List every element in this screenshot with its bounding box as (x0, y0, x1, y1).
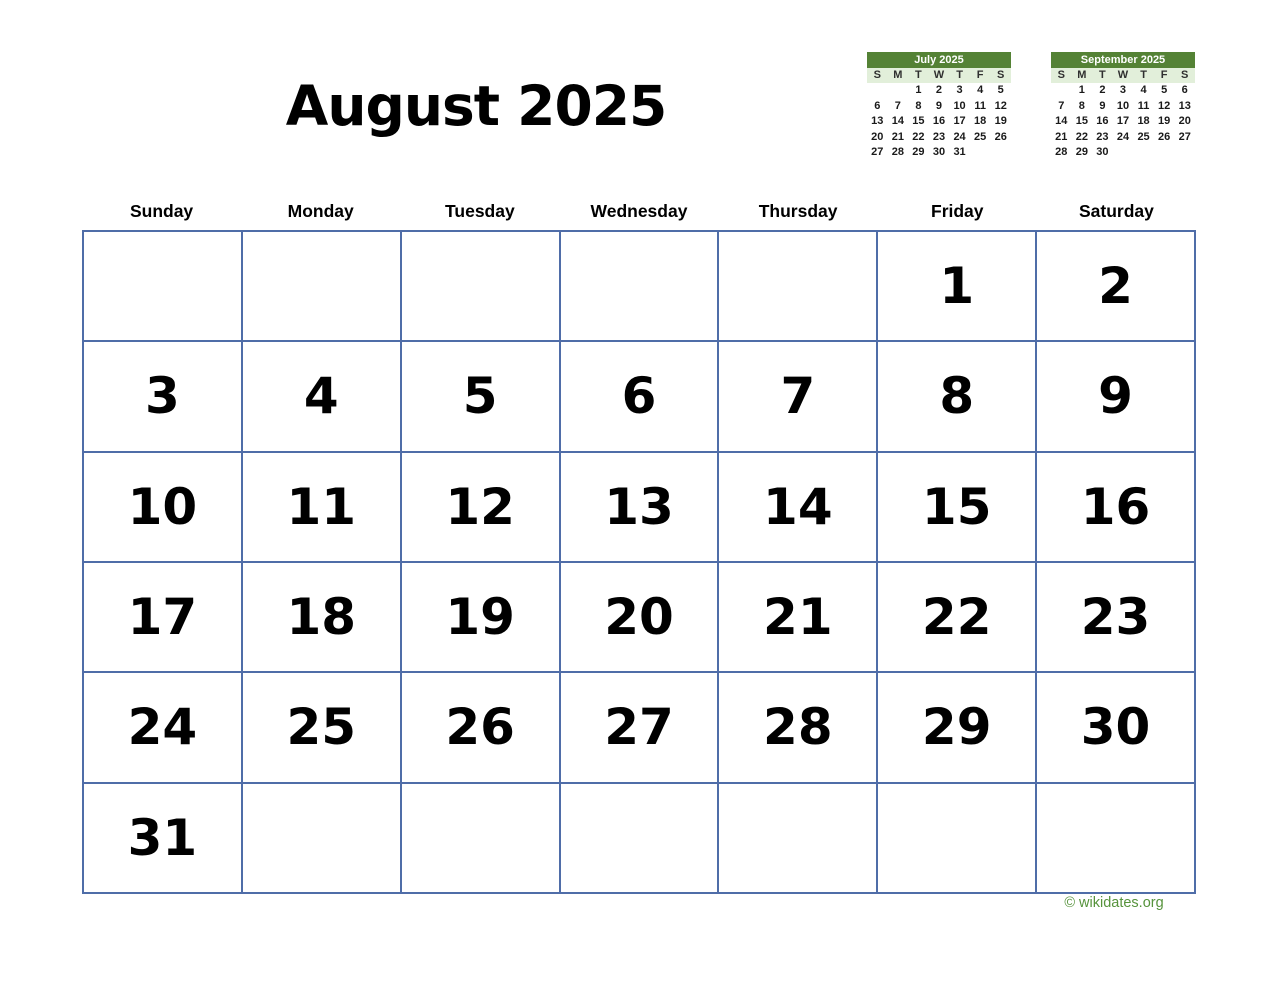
mini-date-cell: 29 (912, 146, 925, 159)
mini-date-cell: 15 (1075, 115, 1088, 128)
page-title: August 2025 (285, 74, 667, 138)
day-cell: 11 (243, 453, 400, 561)
day-cell: 9 (1037, 342, 1194, 450)
day-cell: 8 (878, 342, 1035, 450)
mini-date-cell: 18 (1137, 115, 1150, 128)
mini-date-cell: 25 (974, 130, 987, 143)
mini-date-cell (867, 83, 888, 99)
mini-date-cell: 8 (915, 99, 922, 112)
mini-date-cell: 23 (1096, 130, 1109, 143)
mini-calendar-july-title: July 2025 (867, 52, 1011, 68)
mini-date-cell: 23 (932, 130, 946, 143)
weekday-header-row (82, 201, 1196, 222)
mini-weekday-label: M (893, 69, 903, 81)
mini-date-cell: 16 (1096, 115, 1109, 128)
mini-date-cell: 15 (912, 115, 925, 128)
mini-weekday-label: M (1077, 69, 1087, 81)
mini-weekday-label: S (997, 69, 1005, 81)
day-cell: 14 (719, 453, 876, 561)
day-cell: 18 (243, 563, 400, 671)
mini-calendar-july (867, 52, 1011, 161)
month-grid (82, 230, 1196, 894)
mini-date-cell: 18 (974, 115, 987, 128)
mini-weekday-label: F (1160, 69, 1168, 81)
day-cell: 24 (84, 673, 241, 781)
day-cell: 25 (243, 673, 400, 781)
mini-date-cell: 28 (1055, 146, 1068, 159)
mini-date-cell: 19 (1158, 115, 1171, 128)
day-cell: 30 (1037, 673, 1194, 781)
mini-date-cell: 24 (1116, 130, 1130, 143)
mini-date-cell: 29 (1075, 146, 1088, 159)
mini-calendar-july-weekdays (867, 68, 1011, 83)
mini-date-cell: 5 (1161, 84, 1168, 96)
day-cell: 10 (84, 453, 241, 561)
mini-date-cell: 2 (1099, 84, 1106, 96)
mini-date-cell (1113, 145, 1134, 161)
mini-date-cell: 12 (994, 99, 1007, 112)
mini-date-cell: 12 (1158, 99, 1171, 112)
mini-date-cell: 20 (1178, 115, 1191, 128)
day-cell: 13 (561, 453, 718, 561)
mini-date-cell: 17 (953, 115, 966, 128)
weekday-header: Sunday (129, 201, 194, 221)
weekday-header: Tuesday (445, 201, 515, 221)
day-cell (84, 232, 241, 340)
mini-date-cell: 16 (932, 115, 946, 128)
day-cell: 3 (84, 342, 241, 450)
mini-date-cell: 4 (977, 84, 984, 96)
mini-date-cell: 5 (997, 84, 1004, 96)
mini-date-cell (1133, 145, 1154, 161)
mini-date-cell: 30 (932, 146, 946, 159)
mini-date-cell: 21 (891, 130, 904, 143)
day-cell: 7 (719, 342, 876, 450)
day-cell: 1 (878, 232, 1035, 340)
day-cell (402, 232, 559, 340)
mini-date-cell (990, 145, 1011, 161)
mini-date-cell (1051, 83, 1072, 99)
mini-date-cell: 7 (894, 99, 901, 112)
day-cell: 26 (402, 673, 559, 781)
mini-calendar-september-weekdays (1051, 68, 1195, 83)
mini-weekday-label: S (1057, 69, 1065, 81)
mini-date-cell: 19 (994, 115, 1007, 128)
day-cell: 4 (243, 342, 400, 450)
mini-date-cell: 30 (1096, 146, 1109, 159)
day-cell (243, 232, 400, 340)
mini-date-cell: 8 (1078, 99, 1085, 112)
mini-date-cell: 10 (1116, 99, 1130, 112)
day-cell: 21 (719, 563, 876, 671)
day-cell (719, 784, 876, 892)
weekday-header: Thursday (758, 201, 838, 221)
mini-date-cell: 22 (1075, 130, 1088, 143)
mini-date-cell: 9 (1099, 99, 1106, 112)
day-cell: 20 (561, 563, 718, 671)
day-cell: 2 (1037, 232, 1194, 340)
mini-calendar-july-dates (867, 83, 1011, 161)
day-cell (243, 784, 400, 892)
mini-date-cell: 6 (874, 99, 881, 112)
mini-date-cell: 10 (953, 99, 966, 112)
mini-date-cell: 14 (891, 115, 904, 128)
weekday-header: Wednesday (590, 201, 688, 221)
mini-date-cell: 11 (974, 99, 986, 112)
day-cell: 22 (878, 563, 1035, 671)
mini-weekday-label: W (933, 69, 945, 81)
mini-date-cell: 1 (1078, 84, 1085, 96)
day-cell: 6 (561, 342, 718, 450)
mini-calendar-september-title: September 2025 (1051, 52, 1195, 68)
mini-date-cell: 24 (953, 130, 966, 143)
mini-date-cell: 26 (1158, 130, 1171, 143)
mini-date-cell: 3 (956, 84, 963, 96)
mini-date-cell: 6 (1181, 84, 1188, 96)
mini-date-cell: 17 (1116, 115, 1130, 128)
mini-weekday-label: T (956, 69, 963, 81)
day-cell: 23 (1037, 563, 1194, 671)
day-cell: 19 (402, 563, 559, 671)
day-cell: 31 (84, 784, 241, 892)
day-cell: 16 (1037, 453, 1194, 561)
mini-date-cell: 14 (1055, 115, 1068, 128)
mini-date-cell (970, 145, 991, 161)
mini-date-cell: 22 (912, 130, 925, 143)
mini-weekday-label: F (976, 69, 984, 81)
mini-date-cell: 13 (1178, 99, 1191, 112)
mini-date-cell: 9 (935, 99, 943, 112)
day-cell: 27 (561, 673, 718, 781)
mini-date-cell (1154, 145, 1175, 161)
mini-date-cell: 26 (994, 130, 1007, 143)
weekday-header: Saturday (1078, 201, 1154, 221)
day-cell: 15 (878, 453, 1035, 561)
copyright-text: © wikidates.org (1064, 895, 1164, 911)
mini-date-cell: 21 (1055, 130, 1068, 143)
mini-date-cell: 25 (1137, 130, 1150, 143)
mini-weekday-label: W (1117, 69, 1129, 81)
day-cell (561, 232, 718, 340)
mini-date-cell (888, 83, 909, 99)
mini-date-cell: 4 (1140, 84, 1147, 96)
mini-date-cell: 2 (935, 84, 943, 96)
mini-date-cell: 3 (1119, 84, 1127, 96)
mini-date-cell: 27 (1178, 130, 1191, 143)
day-cell (1037, 784, 1194, 892)
mini-date-cell: 7 (1058, 99, 1065, 112)
mini-date-cell (1174, 145, 1195, 161)
mini-weekday-label: T (1099, 69, 1106, 81)
day-cell: 12 (402, 453, 559, 561)
mini-date-cell: 1 (915, 84, 922, 96)
mini-weekday-label: S (873, 69, 881, 81)
mini-date-cell: 20 (871, 130, 884, 143)
mini-calendar-september-dates (1051, 83, 1195, 161)
mini-weekday-label: T (915, 69, 922, 81)
day-cell: 28 (719, 673, 876, 781)
mini-date-cell: 11 (1137, 99, 1150, 112)
mini-calendar-september (1051, 52, 1195, 161)
day-cell (561, 784, 718, 892)
day-cell (402, 784, 559, 892)
day-cell: 17 (84, 563, 241, 671)
mini-date-cell: 31 (953, 146, 966, 159)
day-cell (878, 784, 1035, 892)
mini-date-cell: 13 (871, 115, 884, 128)
day-cell (719, 232, 876, 340)
mini-weekday-label: T (1140, 69, 1147, 81)
weekday-header: Monday (287, 201, 354, 221)
mini-weekday-label: S (1181, 69, 1189, 81)
weekday-header: Friday (931, 201, 984, 221)
day-cell: 29 (878, 673, 1035, 781)
mini-date-cell: 27 (871, 146, 884, 159)
day-cell: 5 (402, 342, 559, 450)
mini-date-cell: 28 (891, 146, 904, 159)
